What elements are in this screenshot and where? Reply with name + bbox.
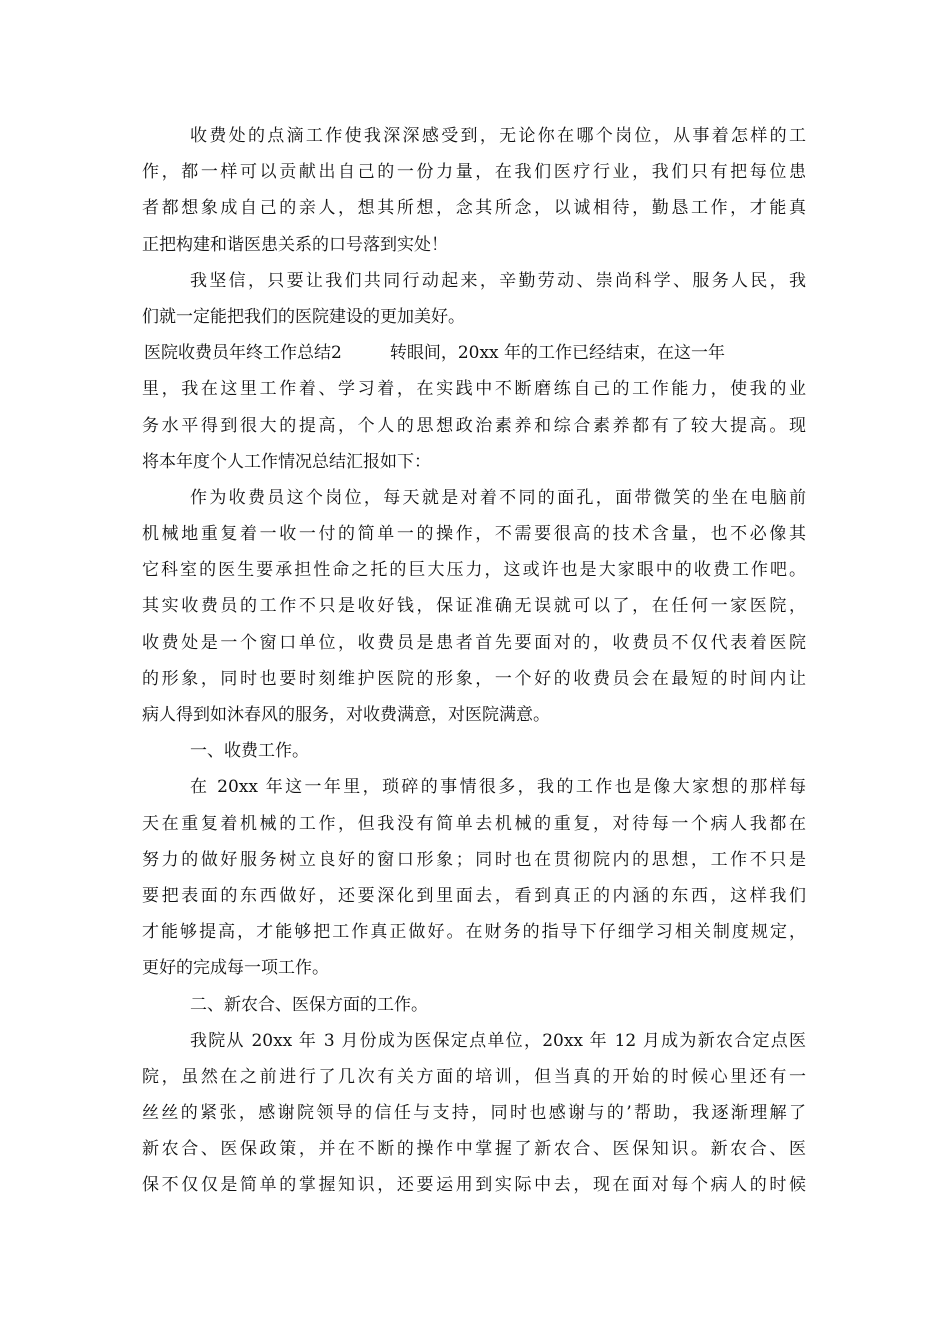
text-line: 二、新农合、医保方面的工作。	[190, 994, 428, 1015]
text-line: 里，我在这里工作着、学习着，在实践中不断磨练自己的工作能力，使我的业	[142, 379, 806, 400]
text-line: 新农合、医保政策，并在不断的操作中掌握了新农合、医保知识。新农合、医	[142, 1139, 806, 1160]
section-title-line	[142, 335, 806, 371]
text-line: 的形象，同时也要时刻维护医院的形象，一个好的收费员会在最短的时间内让	[142, 668, 806, 689]
section-heading: 医院收费员年终工作总结2	[144, 343, 342, 364]
text-line: 保不仅仅是简单的掌握知识，还要运用到实际中去，现在面对每个病人的时候	[142, 1175, 806, 1196]
text-line: 院，虽然在之前进行了几次有关方面的培训，但当真的开始的时候心里还有一	[142, 1066, 806, 1087]
text-line: 正把构建和谐医患关系的口号落到实处！	[142, 234, 448, 255]
text-line: 者都想象成自己的亲人，想其所想，念其所念，以诚相待，勤恳工作，才能真	[142, 198, 806, 219]
text-line: 收费处是一个窗口单位，收费员是患者首先要面对的，收费员不仅代表着医院	[142, 632, 806, 653]
text-line: 作为收费员这个岗位，每天就是对着不同的面孔，面带微笑的坐在电脑前	[190, 487, 806, 508]
text-line: 将本年度个人工作情况总结汇报如下：	[142, 451, 431, 472]
text-line: 要把表面的东西做好，还要深化到里面去，看到真正的内涵的东西，这样我们	[142, 885, 806, 906]
text-line: 其实收费员的工作不只是收好钱，保证准确无误就可以了，在任何一家医院，	[142, 596, 806, 617]
text-line: 我坚信，只要让我们共同行动起来，辛勤劳动、崇尚科学、服务人民，我	[190, 270, 806, 291]
text-line: 才能够提高，才能够把工作真正做好。在财务的指导下仔细学习相关制度规定，	[142, 922, 806, 943]
text-line: 收费处的点滴工作使我深深感受到，无论你在哪个岗位，从事着怎样的工	[190, 126, 806, 146]
text-line: 务水平得到很大的提高，个人的思想政治素养和综合素养都有了较大提高。现	[142, 415, 806, 436]
text-line: 丝丝的紧张，感谢院领导的信任与支持，同时也感谢与的’帮助，我逐渐理解了	[142, 1103, 806, 1124]
paragraph-text: 转眼间，20xx 年的工作已经结束，在这一年	[389, 343, 726, 364]
document-page	[142, 118, 806, 1204]
text-line: 我院从 20xx 年 3 月份成为医保定点单位，20xx 年 12 月成为新农合定点医	[190, 1030, 806, 1051]
text-line: 病人得到如沐春风的服务，对收费满意，对医院满意。	[142, 705, 550, 725]
text-line: 们就一定能把我们的医院建设的更加美好。	[142, 306, 465, 327]
text-line: 它科室的医生要承担性命之托的巨大压力，这或许也是大家眼中的收费工作吧。	[142, 560, 806, 581]
text-line: 一、收费工作。	[190, 741, 309, 762]
text-line: 天在重复着机械的工作，但我没有简单去机械的重复，对待每一个病人我都在	[142, 813, 806, 834]
text-line: 机械地重复着一收一付的简单一的操作，不需要很高的技术含量，也不必像其	[142, 524, 806, 545]
text-line: 努力的做好服务树立良好的窗口形象；同时也在贯彻院内的思想，工作不只是	[142, 849, 806, 870]
text-line: 更好的完成每一项工作。	[142, 958, 329, 979]
text-line: 在 20xx 年这一年里，琐碎的事情很多，我的工作也是像大家想的那样每	[190, 777, 806, 798]
text-line: 作，都一样可以贡献出自己的一份力量，在我们医疗行业，我们只有把每位患	[142, 162, 806, 183]
